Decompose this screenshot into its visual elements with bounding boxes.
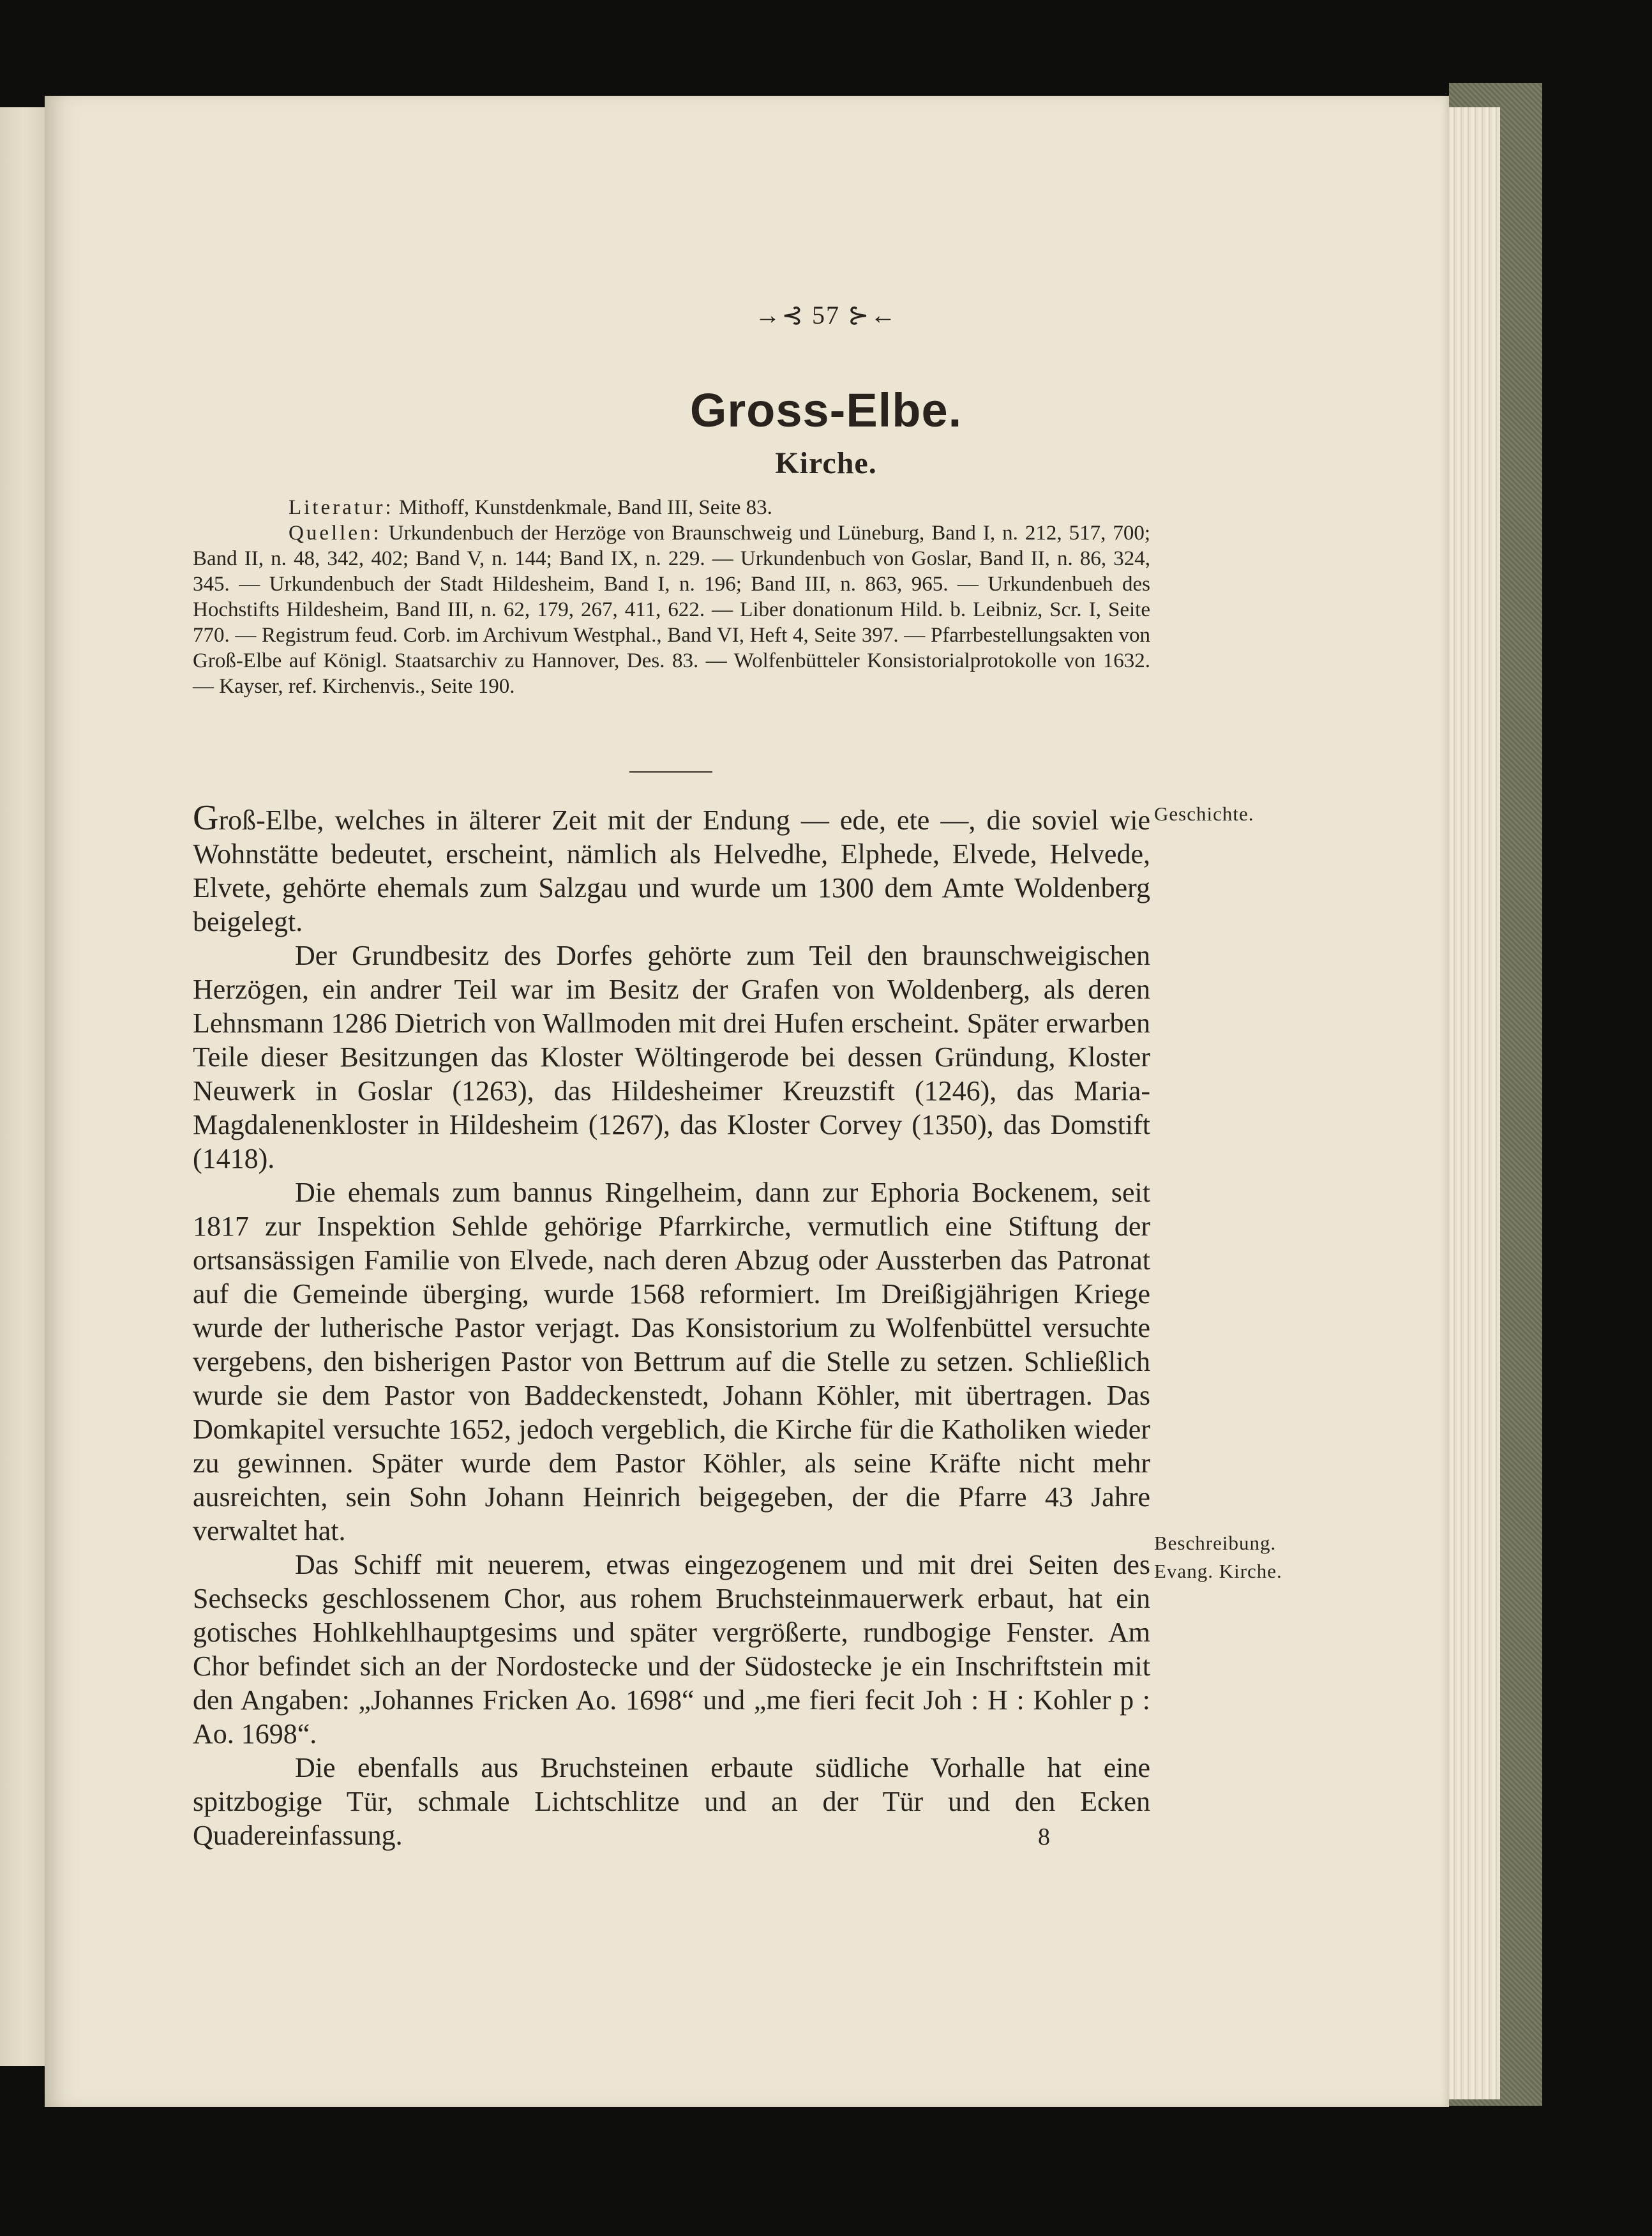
section-subtitle: Kirche. — [775, 446, 877, 480]
margin-note-beschreibung: Beschreibung. — [1154, 1532, 1277, 1554]
body-text — [193, 798, 1150, 1852]
sources-label: Quellen: — [289, 522, 382, 545]
paragraph-history-text: roß-Elbe, welches in älterer Zeit mit der Endung — ede, ete —, die soviel wie Wohnstätte bedeutet, erscheint, nämlich als Helvedhe, Elphede, Elvede, Helvede, Elvete, gehörte ehemals zum Salzgau und wurde um 1300 dem Amte Woldenberg beigelegt. — [193, 805, 1150, 937]
sources-text: Urkundenbuch der Herzöge von Braunschweig und Lüneburg, Band I, n. 212, 517, 700; Band II, n. 48, 342, 402; Band V, n. 144; Band IX, n. 229. — Urkundenbuch von Goslar, Band II, n. 86, 324, 345. — Urkundenbuch der Stadt Hildesheim, Band I, n. 196; Band III, n. 863, 965. — Urkundenbueh des Hochstifts Hildesheim, Band III, n. 62, 179, 267, 411, 622. — Liber donationum Hild. b. Leibniz, Scr. I, Seite 770. — Registrum feud. Corb. im Archivum Westphal., Band VI, Heft 4, Seite 397. — Pfarrbestellungsakten von Groß-Elbe auf Königl. Staatsarchiv zu Hannover, Des. 83. — Wolfenbütteler Konsistorialprotokolle von 1632. — Kayser, ref. Kirchenvis., Seite 190. — [193, 522, 1150, 698]
drop-cap: G — [193, 798, 219, 838]
literature-line — [193, 495, 1150, 520]
paragraph-porch: Die ebenfalls aus Bruchsteinen erbaute südliche Vorhalle hat eine spitzbogige Tür, schmale Lichtschlitze und an der Tür und den Ecken Quadereinfassung. — [193, 1752, 1150, 1851]
margin-note-evang-kirche: Evang. Kirche. — [1154, 1560, 1282, 1582]
section-divider — [629, 771, 712, 773]
references-block — [193, 495, 1150, 699]
signature-mark: 8 — [1038, 1824, 1050, 1850]
sources-paragraph — [193, 520, 1150, 699]
literature-text: Mithoff, Kunstdenkmale, Band III, Seite 83. — [393, 496, 772, 519]
page-title: Gross-Elbe. — [689, 384, 963, 437]
margin-note-geschichte: Geschichte. — [1154, 803, 1254, 825]
paragraph-history — [193, 798, 1150, 939]
paragraph-description: Das Schiff mit neuerem, etwas eingezogenem und mit drei Seiten des Sechsecks geschlossenem Chor, aus rohem Bruchsteinmauerwerk erbaut, hat ein gotisches Hohlkehlhauptgesims und später vergrößerte, rundbogige Fenster. Am Chor befindet sich an der Nordostecke und der Südostecke je ein Inschriftstein mit den Angaben: „Johannes Fricken Ao. 1698“ und „me fieri fecit Joh : H : Kohler p : Ao. 1698“. — [193, 1549, 1150, 1749]
paragraph-property: Der Grundbesitz des Dorfes gehörte zum Teil den braunschweigischen Herzögen, ein andrer Teil war im Besitz der Grafen von Woldenberg, als deren Lehnsmann 1286 Dietrich von Wallmoden mit drei Hufen erscheint. Später erwarben Teile dieser Besitzungen das Kloster Wöltingerode bei dessen Gründung, Kloster Neuwerk in Goslar (1263), das Hildesheimer Kreuzstift (1246), das Maria-Magdalenenkloster in Hildesheim (1267), das Kloster Corvey (1350), das Domstift (1418). — [193, 940, 1150, 1174]
literature-label: Literatur: — [289, 496, 394, 519]
paragraph-parish: Die ehemals zum bannus Ringelheim, dann zur Ephoria Bockenem, seit 1817 zur Inspektion Sehlde gehörige Pfarrkirche, vermutlich eine Stiftung der ortsansässigen Familie von Elvede, nach deren Abzug oder Aussterben das Patronat auf die Gemeinde überging, wurde 1568 reformiert. Im Dreißigjährigen Kriege wurde der lutherische Pastor verjagt. Das Konsistorium zu Wolfenbüttel versuchte vergebens, den bisherigen Pastor von Bettrum auf die Stelle zu setzen. Schließlich wurde sie dem Pastor von Baddeckenstedt, Johann Köhler, mit übertragen. Das Domkapitel versuchte 1652, jedoch vergeblich, die Kirche für die Katholiken wieder zu gewinnen. Später wurde dem Pastor Köhler, als seine Kräfte nicht mehr ausreichten, sein Sohn Johann Heinrich beigegeben, der die Pfarre 43 Jahre verwaltet hat. — [193, 1177, 1150, 1546]
page-header: →⊰ 57 ⊱← — [755, 301, 897, 329]
